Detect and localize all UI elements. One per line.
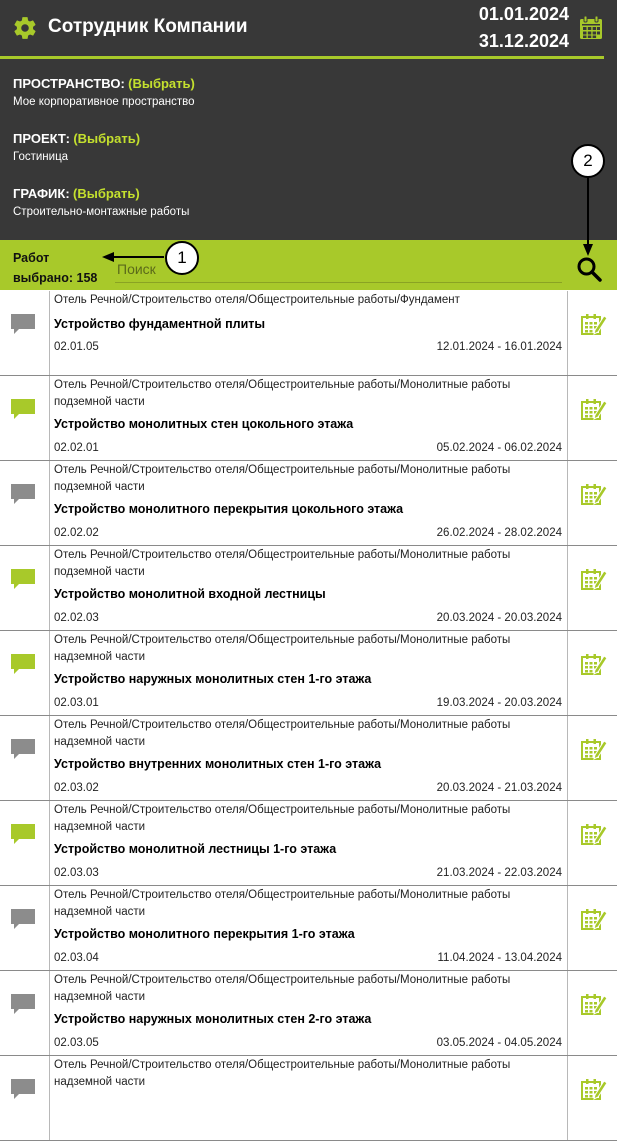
comment-cell[interactable] [0,461,50,545]
app-header [0,0,617,240]
work-name: Устройство монолитного перекрытия 1-го этажа [54,927,355,941]
callout-2: 2 [571,144,605,178]
calendar-icon[interactable] [578,15,604,41]
count-line-1: Работ [13,251,50,265]
work-code: 02.03.05 [54,1037,99,1049]
edit-schedule-icon[interactable] [581,568,607,592]
count-line-2: выбрано: 158 [13,271,98,285]
schedule-block [13,186,189,218]
work-period: 26.02.2024 - 28.02.2024 [436,527,562,539]
work-period: 11.04.2024 - 13.04.2024 [437,952,562,964]
comment-icon[interactable] [10,483,36,507]
work-row[interactable] [0,886,617,971]
edit-cell[interactable] [567,376,617,460]
comment-icon[interactable] [10,908,36,932]
work-row[interactable] [0,546,617,631]
works-list [0,291,617,1141]
work-path: Отель Речной/Строительство отеля/Общестроительные работы/Фундамент [54,294,460,306]
work-period: 05.02.2024 - 06.02.2024 [436,442,562,454]
work-period: 12.01.2024 - 16.01.2024 [436,341,562,353]
edit-cell[interactable] [567,716,617,800]
work-path: Отель Речной/Строительство отеля/Общестроительные работы/Монолитные работы надземной части [54,889,511,918]
comment-cell[interactable] [0,291,50,375]
space-label: ПРОСТРАНСТВО: [13,76,125,91]
work-name: Устройство фундаментной плиты [54,317,266,331]
edit-cell[interactable] [567,546,617,630]
comment-icon[interactable] [10,313,36,337]
work-name: Устройство наружных монолитных стен 1-го этажа [54,672,372,686]
work-period: 19.03.2024 - 20.03.2024 [436,697,562,709]
project-label: ПРОЕКТ: [13,131,70,146]
edit-cell[interactable] [567,886,617,970]
work-row[interactable] [0,461,617,546]
edit-schedule-icon[interactable] [581,653,607,677]
edit-schedule-icon[interactable] [581,483,607,507]
work-period: 03.05.2024 - 04.05.2024 [436,1037,562,1049]
edit-cell[interactable] [567,631,617,715]
work-path: Отель Речной/Строительство отеля/Общестроительные работы/Монолитные работы надземной части [54,719,511,748]
comment-cell[interactable] [0,1056,50,1140]
comment-cell[interactable] [0,631,50,715]
edit-cell[interactable] [567,971,617,1055]
edit-schedule-icon[interactable] [581,738,607,762]
project-value: Гостиница [13,151,69,163]
edit-cell[interactable] [567,461,617,545]
callout-1: 1 [165,241,199,275]
works-selected-count [13,248,97,288]
space-select-link[interactable]: (Выбрать) [128,76,195,91]
work-period: 21.03.2024 - 22.03.2024 [436,867,562,879]
work-row[interactable] [0,291,617,376]
comment-icon[interactable] [10,568,36,592]
comment-cell[interactable] [0,971,50,1055]
work-row[interactable] [0,631,617,716]
work-name: Устройство монолитного перекрытия цокольного этажа [54,502,404,516]
edit-schedule-icon[interactable] [581,1078,607,1102]
work-code: 02.03.03 [54,867,99,879]
gear-icon[interactable] [12,15,38,41]
work-path: Отель Речной/Строительство отеля/Общестроительные работы/Монолитные работы надземной части [54,634,511,663]
work-path: Отель Речной/Строительство отеля/Общестроительные работы/Монолитные работы подземной части [54,464,511,493]
work-code: 02.03.01 [54,697,99,709]
work-code: 02.03.02 [54,782,99,794]
work-path: Отель Речной/Строительство отеля/Общестроительные работы/Монолитные работы надземной части [54,974,511,1003]
comment-icon[interactable] [10,1078,36,1102]
work-name: Устройство монолитной входной лестницы [54,587,326,601]
work-code: 02.01.05 [54,341,99,353]
space-block [13,76,195,108]
work-code: 02.03.04 [54,952,99,964]
date-end[interactable]: 31.12.2024 [478,31,569,51]
comment-cell[interactable] [0,716,50,800]
work-name: Устройство наружных монолитных стен 2-го этажа [54,1012,372,1026]
work-period: 20.03.2024 - 20.03.2024 [436,612,562,624]
work-name: Устройство внутренних монолитных стен 1-го этажа [54,757,382,771]
work-name: Устройство монолитных стен цокольного этажа [54,417,354,431]
work-path: Отель Речной/Строительство отеля/Общестроительные работы/Монолитные работы подземной части [54,549,511,578]
work-name: Устройство монолитной лестницы 1-го этажа [54,842,337,856]
comment-icon[interactable] [10,993,36,1017]
comment-cell[interactable] [0,376,50,460]
edit-cell[interactable] [567,291,617,375]
schedule-label: ГРАФИК: [13,186,70,201]
search-bar [0,240,617,290]
comment-icon[interactable] [10,398,36,422]
work-period: 20.03.2024 - 21.03.2024 [436,782,562,794]
search-icon[interactable] [574,254,604,284]
work-code: 02.02.01 [54,442,99,454]
edit-schedule-icon[interactable] [581,823,607,847]
edit-schedule-icon[interactable] [581,908,607,932]
work-row[interactable] [0,971,617,1056]
work-row[interactable] [0,801,617,886]
comment-icon[interactable] [10,738,36,762]
comment-cell[interactable] [0,886,50,970]
work-code: 02.02.02 [54,527,99,539]
comment-icon[interactable] [10,823,36,847]
work-path: Отель Речной/Строительство отеля/Общестроительные работы/Монолитные работы надземной части [54,1059,511,1088]
work-code: 02.02.03 [54,612,99,624]
edit-schedule-icon[interactable] [581,993,607,1017]
schedule-select-link[interactable]: (Выбрать) [73,186,140,201]
work-row[interactable] [0,716,617,801]
project-select-link[interactable]: (Выбрать) [73,131,141,146]
page-title: Сотрудник Компании [48,16,248,37]
edit-schedule-icon[interactable] [581,313,607,337]
edit-cell[interactable] [567,1056,617,1140]
project-block [13,131,140,163]
space-value: Мое корпоративное пространство [13,96,195,108]
comment-cell[interactable] [0,546,50,630]
edit-cell[interactable] [567,801,617,885]
work-path: Отель Речной/Строительство отеля/Общестроительные работы/Монолитные работы надземной части [54,804,511,833]
work-row[interactable] [0,1056,617,1141]
edit-schedule-icon[interactable] [581,398,607,422]
schedule-value: Строительно-монтажные работы [13,206,190,218]
comment-icon[interactable] [10,653,36,677]
work-path: Отель Речной/Строительство отеля/Общестроительные работы/Монолитные работы подземной части [54,379,511,408]
comment-cell[interactable] [0,801,50,885]
header-divider [0,56,604,59]
work-row[interactable] [0,376,617,461]
date-start[interactable]: 01.01.2024 [478,4,569,24]
